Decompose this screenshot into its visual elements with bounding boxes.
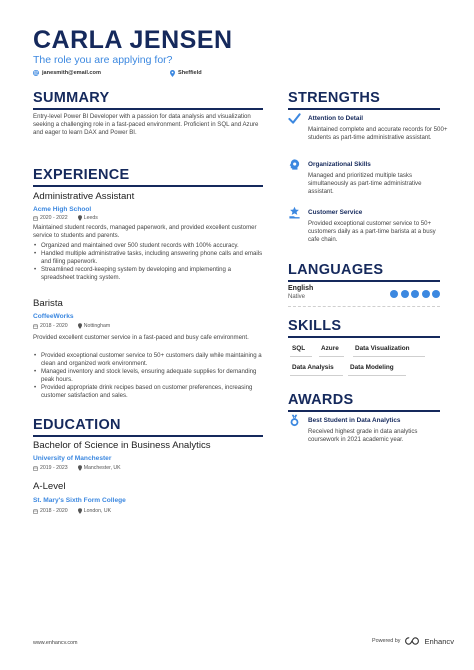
education-heading: EDUCATION: [33, 417, 121, 433]
education-divider: [33, 435, 263, 437]
education-location-text: Manchester, UK: [83, 465, 121, 471]
location-text: Sheffield: [178, 70, 202, 76]
strengths-divider: [288, 108, 440, 110]
job-company: Acme High School: [33, 206, 92, 213]
strength-name: Attention to Detail: [308, 115, 364, 122]
job-description: Maintained student records, managed paperwork, and provided excellent customer service to students and parents.: [33, 224, 257, 240]
star-hand-icon: [288, 206, 301, 219]
strength-desc: Maintained complete and accurate records for 500+ students as part-time administrative assistant.: [308, 126, 448, 141]
location-pin-icon: [78, 323, 82, 329]
location-pin-icon: [78, 508, 82, 514]
job-location-text: Leeds: [83, 215, 98, 221]
job-dates: [33, 215, 68, 221]
job-title: Administrative Assistant: [33, 191, 135, 202]
languages-divider: [288, 280, 440, 282]
target-role: The role you are applying for?: [33, 54, 173, 66]
language-level: Native: [288, 294, 306, 300]
education-school: University of Manchester: [33, 455, 112, 462]
award-name: Best Student in Data Analytics: [308, 417, 401, 424]
skill-tag: Data Visualization: [355, 345, 410, 352]
education-dates: [33, 508, 68, 514]
strength-desc: Provided exceptional customer service to 50+ customers daily as a part-time barista at a busy cafe chain.: [308, 220, 436, 243]
calendar-icon: [33, 324, 38, 329]
education-degree: A-Level: [33, 481, 66, 492]
job-bullets: [33, 242, 263, 282]
brand-name[interactable]: Enhancv: [424, 636, 455, 646]
skills-divider: [288, 336, 440, 338]
languages-heading: LANGUAGES: [288, 262, 384, 278]
proficiency-dot: [432, 290, 440, 298]
language-proficiency-dots: [390, 290, 440, 298]
job-bullet: • Handled multiple administrative tasks, including answering phone calls and emails and filing paperwork.: [33, 250, 263, 266]
job-company: CoffeeWorks: [33, 313, 74, 320]
email-contact: [33, 68, 101, 78]
awards-divider: [288, 410, 440, 412]
education-location-text: London, UK: [83, 508, 112, 514]
location-contact: [170, 68, 202, 78]
calendar-icon: [33, 216, 38, 221]
job-description: Provided excellent customer service in a fast-paced and busy cafe environment.: [33, 334, 249, 341]
job-meta: [33, 214, 108, 222]
job-bullet: • Managed inventory and stock levels, ensuring adequate supplies for demanding peak hours.: [33, 368, 263, 384]
language-name: English: [288, 285, 314, 292]
job-bullets: [33, 352, 263, 400]
skill-tag: SQL: [292, 345, 306, 352]
skill-tag: Data Analysis: [292, 364, 334, 371]
experience-divider: [33, 185, 263, 187]
education-degree: Bachelor of Science in Business Analytics: [33, 440, 211, 451]
education-dates: [33, 465, 68, 471]
proficiency-dot: [411, 290, 419, 298]
education-meta: [33, 507, 121, 515]
job-bullet: • Provided appropriate drink recipes based on customer preferences, increasing customer satisfaction and sales.: [33, 384, 263, 400]
education-dates-text: 2019 - 2023: [40, 465, 68, 471]
summary-heading: SUMMARY: [33, 90, 110, 106]
email-text: janesmith@email.com: [42, 70, 101, 76]
enhancv-logo-icon: [404, 636, 420, 646]
location-pin-icon: [78, 465, 82, 471]
job-meta: [33, 322, 120, 330]
summary-text: Entry-level Power BI Developer with a passion for data analysis and visualization seeking a challenging role in a fast-paced environment. Proficient in SQL and Azure and eager to learn DAX and Power BI.: [33, 113, 259, 137]
job-bullet: • Organized and maintained over 500 student records with 100% accuracy.: [33, 242, 263, 250]
location-pin-icon: [78, 215, 82, 221]
education-location: [78, 465, 121, 471]
education-meta: [33, 464, 131, 472]
education-location: [78, 508, 111, 514]
calendar-icon: [33, 509, 38, 514]
skill-underline: [290, 356, 312, 357]
location-pin-icon: [170, 70, 175, 77]
summary-divider: [33, 108, 263, 110]
education-dates-text: 2018 - 2020: [40, 508, 68, 514]
strength-name: Organizational Skills: [308, 161, 371, 168]
skill-underline: [353, 356, 425, 357]
proficiency-dot: [422, 290, 430, 298]
job-title: Barista: [33, 298, 63, 309]
awards-heading: AWARDS: [288, 392, 354, 408]
job-dates-text: 2020 - 2022: [40, 215, 68, 221]
education-school: St. Mary's Sixth Form College: [33, 497, 126, 504]
job-bullet: • Streamlined record-keeping system by developing and implementing a spreadsheet tracking system.: [33, 266, 263, 282]
at-icon: [33, 70, 39, 76]
job-location: [78, 215, 98, 221]
job-location: [78, 323, 111, 329]
skill-tag: Azure: [321, 345, 339, 352]
brain-gear-icon: [288, 158, 301, 171]
strength-desc: Managed and prioritized multiple tasks simultaneously as part-time administrative assistant.: [308, 172, 422, 195]
proficiency-dot: [390, 290, 398, 298]
language-divider: [288, 306, 440, 307]
job-bullet: • Provided exceptional customer service to 50+ customers daily while maintaining a clean and organized work environment.: [33, 352, 263, 368]
job-dates-text: 2018 - 2020: [40, 323, 68, 329]
skill-underline: [319, 356, 344, 357]
experience-heading: EXPERIENCE: [33, 167, 130, 183]
skill-underline: [348, 375, 406, 376]
candidate-name: CARLA JENSEN: [33, 26, 233, 54]
skill-tag: Data Modeling: [350, 364, 394, 371]
check-icon: [288, 112, 301, 125]
skills-heading: SKILLS: [288, 318, 342, 334]
proficiency-dot: [401, 290, 409, 298]
powered-by-text: Powered by: [372, 638, 401, 644]
job-location-text: Nottingham: [83, 323, 111, 329]
calendar-icon: [33, 466, 38, 471]
award-desc: Received highest grade in data analytics coursework in 2021 academic year.: [308, 428, 418, 443]
strength-name: Customer Service: [308, 209, 363, 216]
skill-underline: [290, 375, 343, 376]
medal-icon: [288, 414, 301, 427]
job-dates: [33, 323, 68, 329]
strengths-heading: STRENGTHS: [288, 90, 381, 106]
footer-powered-by: [372, 636, 454, 646]
footer-website[interactable]: www.enhancv.com: [33, 640, 78, 646]
